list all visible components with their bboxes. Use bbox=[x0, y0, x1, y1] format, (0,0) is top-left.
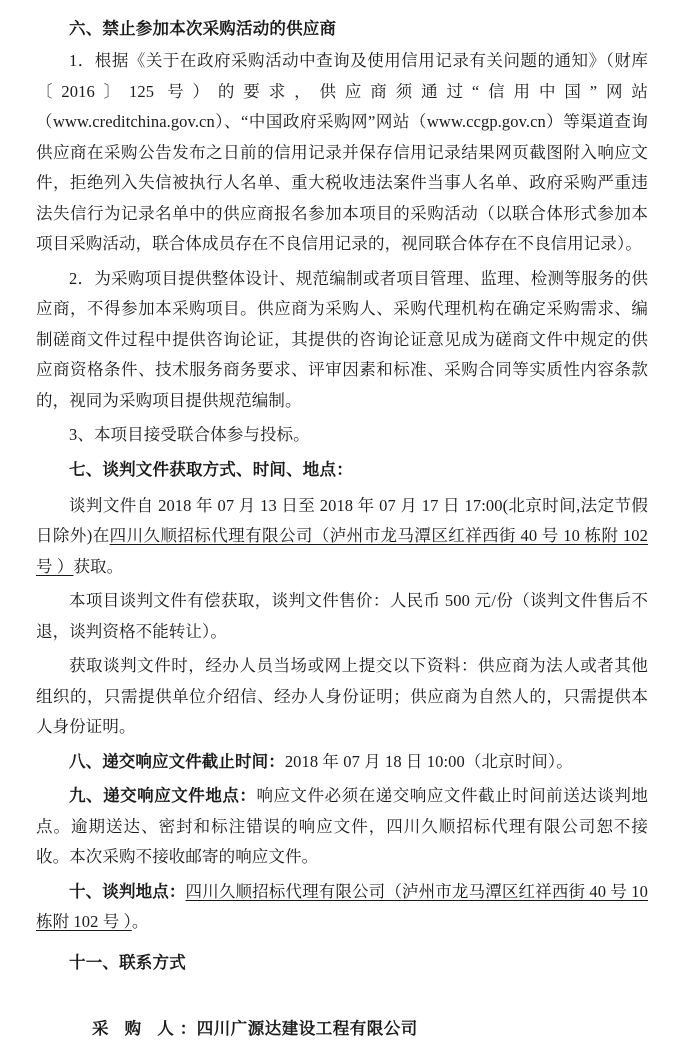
section-nine-line bbox=[36, 781, 648, 873]
spacer bbox=[36, 980, 648, 1014]
section-six-heading: 六、禁止参加本次采购活动的供应商 bbox=[69, 19, 337, 38]
section-ten-location: 四川久顺招标代理有限公司（泸州市龙马潭区红祥西街 40 号 10 栋附 102 号 ） bbox=[36, 881, 648, 931]
contact-purchaser-separator: ： bbox=[179, 1018, 197, 1038]
section-seven-acquire-line bbox=[36, 491, 648, 583]
section-nine-text: 响应文件必须在递交响应文件截止时间前送达谈判地点。逾期送达、密封和标注错误的响应文件，四川久顺招标代理有限公司恕不接收。本次采购不接收邮寄的响应文件。 bbox=[36, 786, 648, 866]
section-eight-heading: 八、递交响应文件截止时间： bbox=[69, 751, 285, 771]
section-eleven-heading: 十一、联系方式 bbox=[69, 952, 186, 972]
acquire-suffix-text: 获取。 bbox=[73, 556, 124, 576]
spacer bbox=[36, 938, 648, 948]
contact-purchaser bbox=[36, 1014, 648, 1044]
contact-purchaser-value: 四川广源达建设工程有限公司 bbox=[196, 1018, 418, 1038]
section-seven-paragraph-1: 本项目谈判文件有偿获取，谈判文件售价：人民币 500 元/份（谈判文件售后不退，谈判资格不能转让）。 bbox=[36, 591, 648, 641]
section-ten-line bbox=[36, 877, 648, 938]
section-six-paragraph-1: 1．根据《关于在政府采购活动中查询及使用信用记录有关问题的通知》（财库〔2016〕125 号）的要求，供应商须通过“信用中国”网站（www.creditchina.gov.cn）、“中国政府采购网”网站（www.ccgp.gov.cn）等渠道查询供应商在采购公告发布之日前的信用记录并保存信用记录结果网页截图附入响应文件，拒绝列入失信被执行人名单、重大税收违法案件当事人名单、政府采购严重违法失信行为记录名单中的供应商报名参加本项目的采购活动（以联合体形式参加本项目采购活动，联合体成员存在不良信用记录的，视同联合体存在不良信用记录）。 bbox=[36, 51, 648, 253]
section-ten-text: 。 bbox=[131, 912, 149, 931]
section-seven-heading: 七、谈判文件获取方式、时间、地点： bbox=[69, 459, 353, 479]
section-ten-heading: 十、谈判地点： bbox=[69, 881, 186, 901]
section-six-paragraph-3: 3、本项目接受联合体参与投标。 bbox=[69, 425, 310, 444]
section-eight-line bbox=[36, 747, 648, 778]
section-eight-text: 2018 年 07 月 18 日 10:00（北京时间）。 bbox=[284, 751, 573, 771]
acquire-prefix-text: 谈判文件自 2018 年 07 月 13 日至 2018 年 07 月 17 日 17:00(北京时间,法定节假日除外)在 bbox=[36, 495, 648, 545]
contact-purchaser-label: 采 购 人 bbox=[92, 1018, 180, 1038]
acquire-company-text: 四川久顺招标代理有限公司（泸州市龙马潭区红祥西街 40 号 10 栋附 102 号 ） bbox=[36, 526, 648, 576]
section-nine-heading: 九、递交响应文件地点： bbox=[69, 786, 257, 805]
section-six-paragraph-2: 2．为采购项目提供整体设计、规范编制或者项目管理、监理、检测等服务的供应商，不得参加本采购项目。供应商为采购人、采购代理机构在确定采购需求、编制磋商文件过程中提供咨询论证，其提供的咨询论证意见成为磋商文件中规定的供应商资格条件、技术服务商务要求、评审因素和标准、采购合同等实质性内容条款的，视同为采购项目提供规范编制。 bbox=[36, 268, 648, 410]
section-seven-paragraph-2: 获取谈判文件时，经办人员当场或网上提交以下资料：供应商为法人或者其他组织的，只需提供单位介绍信、经办人身份证明；供应商为自然人的，只需提供本人身份证明。 bbox=[36, 656, 648, 736]
